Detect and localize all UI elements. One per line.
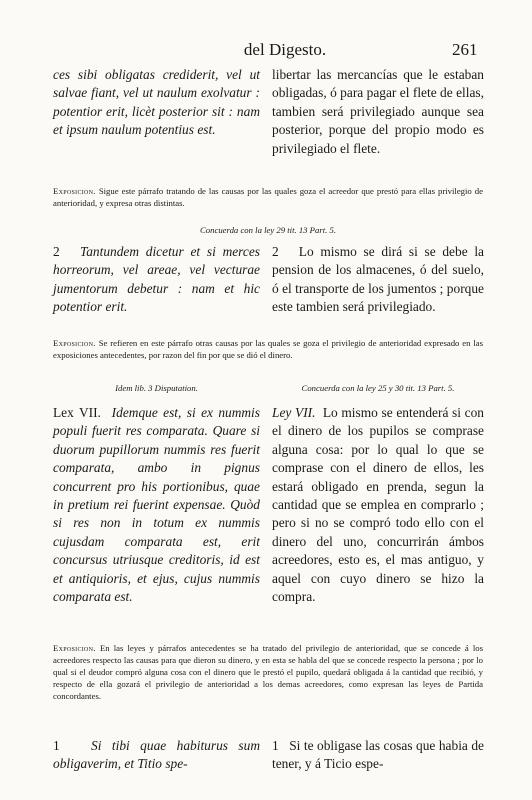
concordance-reference-2: Concuerda con la ley 25 y 30 tit. 13 Part. 5. bbox=[301, 383, 455, 393]
concordance-reference-1: Concuerda con la ley 29 tit. 13 Part. 5. bbox=[199, 225, 336, 235]
latin-text-block-1: ces sibi obligatas crediderit, vel ut salvae fiant, vel ut naulum exolvatur : potentior erit, licèt posterior sit : nam et ipsum naulum potentius est. bbox=[53, 67, 260, 138]
latin-paragraph: Tantundem dicetur et si merces horreorum, vel areae, vel vecturae jumentorum debetur : nam et hic potentior erit. bbox=[53, 244, 260, 315]
exposition-label: Exposicion. bbox=[53, 186, 96, 196]
exposition-1 bbox=[53, 185, 483, 209]
spanish-text-block-2 bbox=[272, 243, 484, 317]
paragraph-number: 1 bbox=[53, 738, 60, 753]
latin-text-block-3 bbox=[53, 404, 260, 606]
exposition-text: En las leyes y párrafos antecedentes se ha tratado del privilegio de anterioridad, que se concede á los acreedores respecto las causas para que dieron su dinero, y en esta se habla del que se concede respecto la persona ; por lo qual si el deudor compró alguna cosa con el dinero que le prestó el pupilo, quedará obligada á la cantidad que recibió, y respecto de ella gozará el privilegio de anterioridad a los demas acreedores, como expresan las leyes de Partida concordantes. bbox=[53, 643, 483, 701]
exposition-label: Exposicion. bbox=[53, 338, 96, 348]
paragraph-number: 2 bbox=[53, 244, 60, 259]
paragraph-number: 2 bbox=[272, 244, 279, 259]
exposition-2 bbox=[53, 337, 483, 361]
law-heading: Lex VII. bbox=[53, 405, 101, 420]
spanish-text-block-3 bbox=[272, 404, 484, 606]
spanish-paragraph: Lo mismo se dirá si se debe la pension de los almacenes, ó del suelo, ó el transporte de los jumentos ; porque este tambien será privilegiado. bbox=[272, 244, 484, 315]
latin-law-text: Idemque est, si ex nummis populi fuerit res comparata. Quare si duorum pupillorum nummis res fuerit comparata, ambo in pignus concurrent pro his portionibus, quae in pretium rei fuerint expensae. Quòd si res non in totum ex nummis cujusdam comparata est, erit concursus utriusque creditoris, id est et antiquioris, et ejus, cujus nummis comparata est. bbox=[53, 405, 260, 605]
latin-paragraph: Si tibi quae habiturus sum obligaverim, et Titio spe- bbox=[53, 738, 261, 772]
exposition-3 bbox=[53, 642, 483, 702]
exposition-label: Exposicion. bbox=[53, 643, 96, 653]
law-heading: Ley VII. bbox=[272, 405, 316, 420]
running-header: del Digesto. bbox=[243, 40, 327, 59]
page-number: 261 bbox=[452, 40, 478, 59]
paragraph-number: 1 bbox=[272, 738, 279, 753]
spanish-text-block-1: libertar las mercancías que le estaban obligadas, ó para pagar el flete de ellas, tambien será privilegiado aunque sea posterior, porque del propio modo es privilegiado el flete. bbox=[272, 67, 484, 156]
exposition-text: Sigue este párrafo tratando de las causas por las quales goza el acreedor que prestó para ellas privilegio de anterioridad, y expresa otras distintas. bbox=[53, 186, 483, 208]
latin-text-block-2 bbox=[53, 243, 260, 317]
exposition-text: Se refieren en este párrafo otras causas por las quales se goza el privilegio de anterioridad expresado en las exposiciones antecedentes, por razon del fin por que se dió el dinero. bbox=[53, 338, 483, 360]
spanish-paragraph: Si te obligase las cosas que habia de tener, y á Ticio espe- bbox=[272, 738, 484, 772]
spanish-law-text: Lo mismo se entenderá si con el dinero de los pupilos se comprase alguna cosa: por lo qual lo que se comprase con el dinero de ellos, les estará obligado en prenda, segun la cantidad que se emplea en comprarlo ; pero si no se compró todo ello con el dinero del uno, concurrirán ámbos acreedores, esto es, el mas antiguo, y aquel con cuyo dinero se hizo la compra. bbox=[272, 405, 484, 605]
spanish-text-block-4 bbox=[272, 737, 484, 774]
source-reference: Idem lib. 3 Disputation. bbox=[115, 383, 198, 393]
latin-text-block-4 bbox=[53, 737, 260, 774]
